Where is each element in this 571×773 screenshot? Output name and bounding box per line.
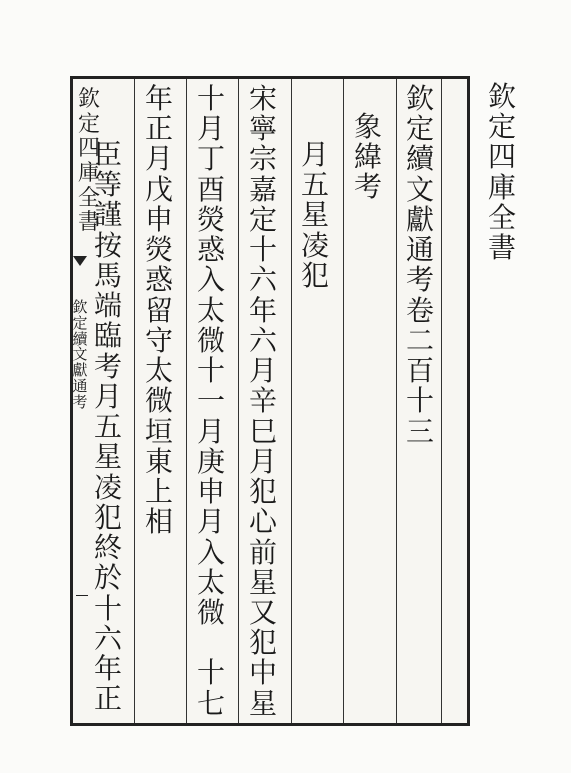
- volume-title: 欽 定 續 文 獻 通 考 卷 二 百 十 三: [405, 82, 434, 448]
- body-line-2: 十 月 丁 酉 熒 惑 入 太 微 十 一 月 庚 申 月 入 太 微 十 七: [196, 82, 225, 720]
- column-rule: [396, 79, 397, 723]
- body-line-1: 宋 寧 宗 嘉 定 十 六 年 六 月 辛 巳 月 犯 心 前 星 又 犯 中 星: [248, 82, 277, 720]
- text-column-1: [402, 84, 438, 447]
- section-title: 象 緯 考: [353, 110, 382, 204]
- body-line-3: 年 正 月 戊 申 熒 惑 留 守 太 微 垣 東 上 相: [144, 82, 173, 539]
- text-column-3: [297, 140, 333, 291]
- text-column-4: [245, 84, 281, 719]
- column-rule: [291, 79, 292, 723]
- margin-book-label: 欽 定 續 文 獻 通 考: [72, 298, 88, 411]
- header-title-column: [484, 82, 520, 263]
- text-column-7: [90, 140, 126, 714]
- text-column-6: [141, 84, 177, 538]
- margin-tick: [76, 595, 88, 596]
- column-rule: [238, 79, 239, 723]
- column-rule: [134, 79, 135, 723]
- column-rule: [186, 79, 187, 723]
- column-rule: [441, 79, 442, 723]
- commentary-line: 臣 等 謹 按 馬 端 臨 考 月 五 星 凌 犯 終 於 十 六 年 正: [93, 138, 122, 716]
- header-title: 欽 定 四 庫 全 書: [487, 80, 516, 265]
- text-column-2: [350, 112, 386, 203]
- margin-book-column: [69, 300, 91, 410]
- column-rule: [343, 79, 344, 723]
- margin-library-label: 欽定四庫全書: [78, 87, 101, 236]
- subsection-title: 月 五 星 凌 犯: [300, 138, 329, 292]
- text-column-5: [193, 84, 229, 719]
